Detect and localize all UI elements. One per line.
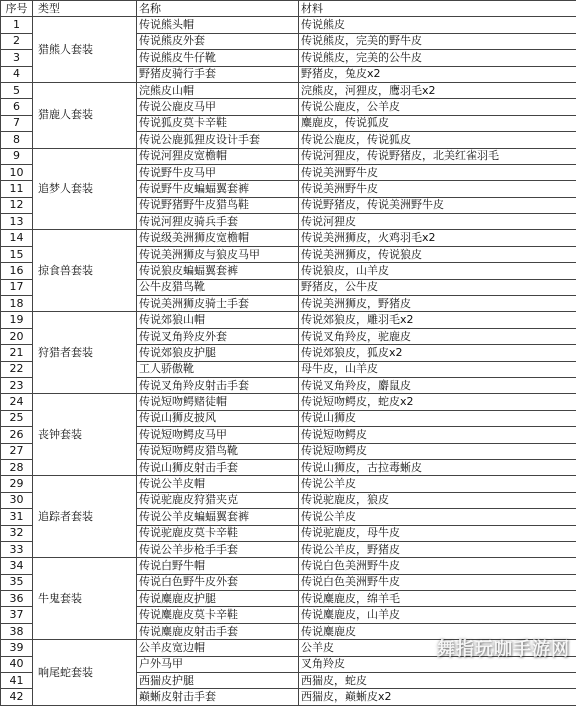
row-number: 35 <box>1 574 33 590</box>
table-row <box>1 640 576 656</box>
header-number: 序号 <box>1 1 33 17</box>
header-name: 名称 <box>137 1 299 17</box>
item-name-cell: 传说郊狼山帽 <box>137 312 299 328</box>
row-number: 30 <box>1 492 33 508</box>
header-materials: 材料 <box>299 1 576 17</box>
row-number: 6 <box>1 99 33 115</box>
materials-cell: 传说驼鹿皮，狼皮 <box>299 492 576 508</box>
materials-cell: 传说短吻鳄皮 <box>299 427 576 443</box>
header-row <box>1 1 576 17</box>
item-name-cell: 传说叉角羚皮射击手套 <box>137 377 299 393</box>
item-name-cell: 工人骄傲靴 <box>137 361 299 377</box>
item-name-cell: 公牛皮猎鸟靴 <box>137 279 299 295</box>
item-name-cell: 传说山狮皮披风 <box>137 410 299 426</box>
row-number: 24 <box>1 394 33 410</box>
materials-cell: 传说公羊皮 <box>299 476 576 492</box>
materials-cell: 传说美洲野牛皮 <box>299 164 576 180</box>
row-number: 39 <box>1 640 33 656</box>
materials-cell: 传说山狮皮 <box>299 410 576 426</box>
table-row <box>1 82 576 98</box>
set-type-cell: 牛鬼套装 <box>33 558 137 640</box>
row-number: 21 <box>1 345 33 361</box>
row-number: 29 <box>1 476 33 492</box>
item-name-cell: 传说河狸皮宽檐帽 <box>137 148 299 164</box>
materials-cell: 传说麋鹿皮 <box>299 623 576 639</box>
materials-cell: 传说美洲狮皮，火鸡羽毛x2 <box>299 230 576 246</box>
item-name-cell: 传说狼皮蝙蝠翼套裤 <box>137 263 299 279</box>
materials-cell: 传说叉角羚皮，麝鼠皮 <box>299 377 576 393</box>
item-name-cell: 传说驼鹿皮狩猎夹克 <box>137 492 299 508</box>
materials-cell: 麋鹿皮，传说狐皮 <box>299 115 576 131</box>
set-type-cell: 狩猎者套装 <box>33 312 137 394</box>
item-name-cell: 传说山狮皮射击手套 <box>137 459 299 475</box>
row-number: 31 <box>1 509 33 525</box>
item-name-cell: 传说熊头帽 <box>137 17 299 33</box>
materials-cell: 母牛皮，山羊皮 <box>299 361 576 377</box>
item-name-cell: 传说公鹿皮马甲 <box>137 99 299 115</box>
item-name-cell: 传说熊皮牛仔靴 <box>137 50 299 66</box>
row-number: 4 <box>1 66 33 82</box>
materials-cell: 传说河狸皮，传说野猪皮，北美红雀羽毛 <box>299 148 576 164</box>
materials-cell: 传说郊狼皮，雕羽毛x2 <box>299 312 576 328</box>
materials-cell: 传说美洲狮皮，野猪皮 <box>299 296 576 312</box>
row-number: 41 <box>1 673 33 689</box>
row-number: 25 <box>1 410 33 426</box>
item-name-cell: 传说麋鹿皮莫卡辛鞋 <box>137 607 299 623</box>
set-type-cell: 追梦人套装 <box>33 148 137 230</box>
materials-cell: 叉角羚皮 <box>299 656 576 672</box>
item-name-cell: 传说短吻鳄赌徒帽 <box>137 394 299 410</box>
item-name-cell: 巅蜥皮射击手套 <box>137 689 299 705</box>
materials-cell: 传说狼皮，山羊皮 <box>299 263 576 279</box>
materials-cell: 西猯皮，蛇皮 <box>299 673 576 689</box>
materials-cell: 传说白色美洲野牛皮 <box>299 574 576 590</box>
materials-cell: 传说山狮皮，古拉毒蜥皮 <box>299 459 576 475</box>
materials-cell: 传说公鹿皮，传说狐皮 <box>299 132 576 148</box>
row-number: 11 <box>1 181 33 197</box>
item-name-cell: 传说级美洲狮皮宽檐帽 <box>137 230 299 246</box>
row-number: 16 <box>1 263 33 279</box>
materials-cell: 传说公羊皮 <box>299 509 576 525</box>
item-name-cell: 浣熊皮山帽 <box>137 82 299 98</box>
row-number: 5 <box>1 82 33 98</box>
item-name-cell: 传说野猪野牛皮猎鸟鞋 <box>137 197 299 213</box>
item-name-cell: 传说美洲狮皮骑士手套 <box>137 296 299 312</box>
item-name-cell: 传说公羊步枪手手套 <box>137 541 299 557</box>
materials-cell: 传说熊皮，完美的公牛皮 <box>299 50 576 66</box>
materials-cell: 传说麋鹿皮，山羊皮 <box>299 607 576 623</box>
materials-cell: 传说公羊皮，野猪皮 <box>299 541 576 557</box>
item-name-cell: 传说短吻鳄皮马甲 <box>137 427 299 443</box>
row-number: 23 <box>1 377 33 393</box>
row-number: 9 <box>1 148 33 164</box>
row-number: 17 <box>1 279 33 295</box>
materials-cell: 野猪皮，兔皮x2 <box>299 66 576 82</box>
materials-cell: 野猪皮，公牛皮 <box>299 279 576 295</box>
row-number: 8 <box>1 132 33 148</box>
table-row <box>1 230 576 246</box>
item-name-cell: 传说野牛皮蝙蝠翼套裤 <box>137 181 299 197</box>
row-number: 2 <box>1 33 33 49</box>
item-name-cell: 传说公羊皮帽 <box>137 476 299 492</box>
table-body <box>1 17 576 705</box>
row-number: 38 <box>1 623 33 639</box>
materials-cell: 浣熊皮，河狸皮，鹰羽毛x2 <box>299 82 576 98</box>
item-name-cell: 西猯皮护腿 <box>137 673 299 689</box>
item-name-cell: 传说公羊皮蝙蝠翼套裤 <box>137 509 299 525</box>
item-name-cell: 公羊皮宽边帽 <box>137 640 299 656</box>
item-name-cell: 传说狐皮莫卡辛鞋 <box>137 115 299 131</box>
item-name-cell: 传说麋鹿皮射击手套 <box>137 623 299 639</box>
table-row <box>1 17 576 33</box>
row-number: 3 <box>1 50 33 66</box>
row-number: 27 <box>1 443 33 459</box>
row-number: 14 <box>1 230 33 246</box>
materials-cell: 传说短吻鳄皮，蛇皮x2 <box>299 394 576 410</box>
row-number: 7 <box>1 115 33 131</box>
watermark-logo: 舞指玩咖手游网 <box>437 635 570 661</box>
row-number: 28 <box>1 459 33 475</box>
materials-cell: 传说熊皮，完美的野牛皮 <box>299 33 576 49</box>
row-number: 15 <box>1 246 33 262</box>
materials-cell: 传说白色美洲野牛皮 <box>299 558 576 574</box>
row-number: 40 <box>1 656 33 672</box>
materials-cell: 传说短吻鳄皮 <box>299 443 576 459</box>
table-row <box>1 312 576 328</box>
row-number: 12 <box>1 197 33 213</box>
item-name-cell: 传说公鹿狐狸皮设计手套 <box>137 132 299 148</box>
row-number: 33 <box>1 541 33 557</box>
item-name-cell: 传说叉角羚皮外套 <box>137 328 299 344</box>
table-row <box>1 148 576 164</box>
materials-cell: 传说麋鹿皮，绵羊毛 <box>299 591 576 607</box>
item-name-cell: 传说短吻鳄皮猎鸟靴 <box>137 443 299 459</box>
set-type-cell: 猎鹿人套装 <box>33 82 137 148</box>
set-type-cell: 丧钟套装 <box>33 394 137 476</box>
materials-cell: 传说驼鹿皮，母牛皮 <box>299 525 576 541</box>
row-number: 36 <box>1 591 33 607</box>
row-number: 18 <box>1 296 33 312</box>
row-number: 20 <box>1 328 33 344</box>
item-name-cell: 传说白色野牛皮外套 <box>137 574 299 590</box>
row-number: 19 <box>1 312 33 328</box>
materials-cell: 传说野猪皮，传说美洲野牛皮 <box>299 197 576 213</box>
row-number: 1 <box>1 17 33 33</box>
row-number: 10 <box>1 164 33 180</box>
materials-cell: 西猯皮，巅蜥皮x2 <box>299 689 576 705</box>
materials-cell: 传说郊狼皮，狐皮x2 <box>299 345 576 361</box>
table-row <box>1 476 576 492</box>
item-name-cell: 传说麋鹿皮护腿 <box>137 591 299 607</box>
materials-cell: 传说河狸皮 <box>299 214 576 230</box>
materials-cell: 公羊皮 <box>299 640 576 656</box>
row-number: 37 <box>1 607 33 623</box>
materials-cell: 传说熊皮 <box>299 17 576 33</box>
set-type-cell: 猎熊人套装 <box>33 17 137 83</box>
row-number: 26 <box>1 427 33 443</box>
item-name-cell: 传说河狸皮骑兵手套 <box>137 214 299 230</box>
table-row <box>1 558 576 574</box>
row-number: 42 <box>1 689 33 705</box>
set-type-cell: 追踪者套装 <box>33 476 137 558</box>
item-name-cell: 传说美洲狮皮与狼皮马甲 <box>137 246 299 262</box>
materials-cell: 传说公鹿皮，公羊皮 <box>299 99 576 115</box>
row-number: 13 <box>1 214 33 230</box>
item-name-cell: 野猪皮骑行手套 <box>137 66 299 82</box>
item-name-cell: 传说郊狼皮护腿 <box>137 345 299 361</box>
materials-cell: 传说美洲狮皮，传说狼皮 <box>299 246 576 262</box>
header-type: 类型 <box>33 1 137 17</box>
row-number: 22 <box>1 361 33 377</box>
item-name-cell: 户外马甲 <box>137 656 299 672</box>
set-type-cell: 掠食兽套装 <box>33 230 137 312</box>
table-row <box>1 394 576 410</box>
item-name-cell: 传说熊皮外套 <box>137 33 299 49</box>
row-number: 32 <box>1 525 33 541</box>
item-name-cell: 传说白野牛帽 <box>137 558 299 574</box>
materials-cell: 传说叉角羚皮，驼鹿皮 <box>299 328 576 344</box>
item-name-cell: 传说驼鹿皮莫卡辛鞋 <box>137 525 299 541</box>
row-number: 34 <box>1 558 33 574</box>
item-name-cell: 传说野牛皮马甲 <box>137 164 299 180</box>
materials-cell: 传说美洲野牛皮 <box>299 181 576 197</box>
set-type-cell: 响尾蛇套装 <box>33 640 137 706</box>
